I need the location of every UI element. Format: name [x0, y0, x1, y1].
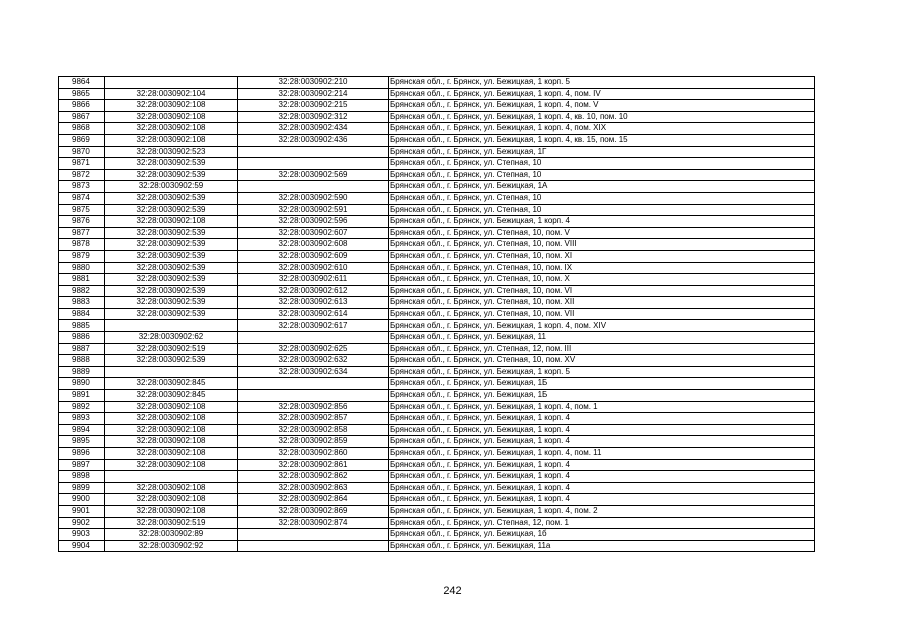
parcel-number-cell: 32:28:0030902:845 — [105, 390, 238, 402]
object-number-cell — [238, 332, 389, 344]
object-number-cell: 32:28:0030902:617 — [238, 320, 389, 332]
address-cell: Брянская обл., г. Брянск, ул. Бежицкая, 1 корп. 4, пом. 11 — [389, 448, 815, 460]
parcel-number-cell — [105, 77, 238, 89]
parcel-number-cell: 32:28:0030902:108 — [105, 216, 238, 228]
object-number-cell: 32:28:0030902:611 — [238, 274, 389, 286]
row-number-cell: 9903 — [59, 529, 105, 541]
parcel-number-cell — [105, 366, 238, 378]
parcel-number-cell: 32:28:0030902:62 — [105, 332, 238, 344]
object-number-cell: 32:28:0030902:625 — [238, 343, 389, 355]
object-number-cell: 32:28:0030902:862 — [238, 471, 389, 483]
row-number-cell: 9871 — [59, 158, 105, 170]
parcel-number-cell: 32:28:0030902:539 — [105, 250, 238, 262]
table-row — [59, 517, 815, 529]
row-number-cell: 9877 — [59, 227, 105, 239]
address-cell: Брянская обл., г. Брянск, ул. Степная, 10, пом. V — [389, 227, 815, 239]
row-number-cell: 9869 — [59, 134, 105, 146]
object-number-cell: 32:28:0030902:596 — [238, 216, 389, 228]
object-number-cell: 32:28:0030902:634 — [238, 366, 389, 378]
table-row — [59, 77, 815, 89]
table-row — [59, 216, 815, 228]
object-number-cell: 32:28:0030902:590 — [238, 192, 389, 204]
table-row — [59, 192, 815, 204]
row-number-cell: 9885 — [59, 320, 105, 332]
address-cell: Брянская обл., г. Брянск, ул. Бежицкая, 1 корп. 4, кв. 15, пом. 15 — [389, 134, 815, 146]
row-number-cell: 9895 — [59, 436, 105, 448]
parcel-number-cell: 32:28:0030902:539 — [105, 262, 238, 274]
object-number-cell: 32:28:0030902:859 — [238, 436, 389, 448]
object-number-cell: 32:28:0030902:569 — [238, 169, 389, 181]
table-row — [59, 471, 815, 483]
parcel-number-cell: 32:28:0030902:523 — [105, 146, 238, 158]
parcel-number-cell: 32:28:0030902:519 — [105, 517, 238, 529]
object-number-cell: 32:28:0030902:860 — [238, 448, 389, 460]
table-row — [59, 146, 815, 158]
address-cell: Брянская обл., г. Брянск, ул. Бежицкая, 1 корп. 4, пом. 2 — [389, 505, 815, 517]
table-row — [59, 285, 815, 297]
table-row — [59, 413, 815, 425]
parcel-number-cell: 32:28:0030902:539 — [105, 297, 238, 309]
object-number-cell: 32:28:0030902:210 — [238, 77, 389, 89]
table-row — [59, 390, 815, 402]
object-number-cell: 32:28:0030902:609 — [238, 250, 389, 262]
object-number-cell: 32:28:0030902:610 — [238, 262, 389, 274]
row-number-cell: 9874 — [59, 192, 105, 204]
address-cell: Брянская обл., г. Брянск, ул. Степная, 10, пом. XV — [389, 355, 815, 367]
object-number-cell: 32:28:0030902:215 — [238, 100, 389, 112]
table-row — [59, 494, 815, 506]
object-number-cell: 32:28:0030902:856 — [238, 401, 389, 413]
object-number-cell: 32:28:0030902:591 — [238, 204, 389, 216]
parcel-number-cell: 32:28:0030902:539 — [105, 158, 238, 170]
parcel-number-cell: 32:28:0030902:59 — [105, 181, 238, 193]
table-row — [59, 332, 815, 344]
parcel-number-cell: 32:28:0030902:539 — [105, 227, 238, 239]
object-number-cell: 32:28:0030902:614 — [238, 308, 389, 320]
table-row — [59, 459, 815, 471]
table-row — [59, 250, 815, 262]
row-number-cell: 9889 — [59, 366, 105, 378]
address-cell: Брянская обл., г. Брянск, ул. Степная, 10 — [389, 158, 815, 170]
table-row — [59, 505, 815, 517]
row-number-cell: 9900 — [59, 494, 105, 506]
parcel-number-cell: 32:28:0030902:108 — [105, 448, 238, 460]
row-number-cell: 9890 — [59, 378, 105, 390]
address-cell: Брянская обл., г. Брянск, ул. Степная, 10, пом. IX — [389, 262, 815, 274]
address-cell: Брянская обл., г. Брянск, ул. Бежицкая, 1 корп. 4 — [389, 471, 815, 483]
table-row — [59, 482, 815, 494]
object-number-cell: 32:28:0030902:214 — [238, 88, 389, 100]
row-number-cell: 9899 — [59, 482, 105, 494]
table-row — [59, 448, 815, 460]
row-number-cell: 9880 — [59, 262, 105, 274]
parcel-number-cell: 32:28:0030902:89 — [105, 529, 238, 541]
address-cell: Брянская обл., г. Брянск, ул. Степная, 10 — [389, 169, 815, 181]
object-number-cell: 32:28:0030902:863 — [238, 482, 389, 494]
parcel-number-cell: 32:28:0030902:539 — [105, 308, 238, 320]
parcel-number-cell: 32:28:0030902:539 — [105, 239, 238, 251]
object-number-cell: 32:28:0030902:436 — [238, 134, 389, 146]
table-row — [59, 123, 815, 135]
row-number-cell: 9893 — [59, 413, 105, 425]
address-cell: Брянская обл., г. Брянск, ул. Бежицкая, 1 корп. 4 — [389, 413, 815, 425]
row-number-cell: 9866 — [59, 100, 105, 112]
table-row — [59, 320, 815, 332]
row-number-cell: 9881 — [59, 274, 105, 286]
table-row — [59, 343, 815, 355]
address-cell: Брянская обл., г. Брянск, ул. Бежицкая, 1 корп. 5 — [389, 366, 815, 378]
object-number-cell — [238, 146, 389, 158]
table-row — [59, 239, 815, 251]
row-number-cell: 9878 — [59, 239, 105, 251]
row-number-cell: 9894 — [59, 424, 105, 436]
address-cell: Брянская обл., г. Брянск, ул. Бежицкая, 1 корп. 4 — [389, 494, 815, 506]
table-row — [59, 424, 815, 436]
parcel-number-cell: 32:28:0030902:539 — [105, 192, 238, 204]
row-number-cell: 9883 — [59, 297, 105, 309]
address-cell: Брянская обл., г. Брянск, ул. Бежицкая, 1 корп. 4, кв. 10, пом. 10 — [389, 111, 815, 123]
address-cell: Брянская обл., г. Брянск, ул. Бежицкая, 1 корп. 5 — [389, 77, 815, 89]
row-number-cell: 9864 — [59, 77, 105, 89]
parcel-number-cell — [105, 320, 238, 332]
table-body — [59, 77, 815, 552]
parcel-number-cell — [105, 471, 238, 483]
parcel-number-cell: 32:28:0030902:539 — [105, 204, 238, 216]
row-number-cell: 9872 — [59, 169, 105, 181]
table-row — [59, 134, 815, 146]
object-number-cell: 32:28:0030902:874 — [238, 517, 389, 529]
row-number-cell: 9870 — [59, 146, 105, 158]
address-cell: Брянская обл., г. Брянск, ул. Степная, 10, пом. XII — [389, 297, 815, 309]
table-row — [59, 262, 815, 274]
row-number-cell: 9868 — [59, 123, 105, 135]
address-cell: Брянская обл., г. Брянск, ул. Бежицкая, 1А — [389, 181, 815, 193]
row-number-cell: 9886 — [59, 332, 105, 344]
row-number-cell: 9901 — [59, 505, 105, 517]
row-number-cell: 9879 — [59, 250, 105, 262]
table-row — [59, 100, 815, 112]
object-number-cell: 32:28:0030902:632 — [238, 355, 389, 367]
object-number-cell: 32:28:0030902:607 — [238, 227, 389, 239]
table-row — [59, 88, 815, 100]
row-number-cell: 9904 — [59, 540, 105, 552]
address-cell: Брянская обл., г. Брянск, ул. Степная, 10, пом. XI — [389, 250, 815, 262]
parcel-number-cell: 32:28:0030902:108 — [105, 134, 238, 146]
address-cell: Брянская обл., г. Брянск, ул. Бежицкая, 1 корп. 4 — [389, 216, 815, 228]
object-number-cell: 32:28:0030902:869 — [238, 505, 389, 517]
parcel-number-cell: 32:28:0030902:845 — [105, 378, 238, 390]
table-row — [59, 540, 815, 552]
address-cell: Брянская обл., г. Брянск, ул. Бежицкая, 1 корп. 4, пом. 1 — [389, 401, 815, 413]
address-cell: Брянская обл., г. Брянск, ул. Бежицкая, 1 корп. 4, пом. IV — [389, 88, 815, 100]
address-cell: Брянская обл., г. Брянск, ул. Бежицкая, 1 корп. 4 — [389, 436, 815, 448]
table-row — [59, 401, 815, 413]
address-cell: Брянская обл., г. Брянск, ул. Бежицкая, 1 корп. 4, пом. V — [389, 100, 815, 112]
address-cell: Брянская обл., г. Брянск, ул. Бежицкая, 1Б — [389, 390, 815, 402]
table-row — [59, 274, 815, 286]
row-number-cell: 9888 — [59, 355, 105, 367]
address-cell: Брянская обл., г. Брянск, ул. Степная, 10, пом. X — [389, 274, 815, 286]
object-number-cell: 32:28:0030902:608 — [238, 239, 389, 251]
row-number-cell: 9902 — [59, 517, 105, 529]
object-number-cell: 32:28:0030902:858 — [238, 424, 389, 436]
address-cell: Брянская обл., г. Брянск, ул. Степная, 10, пом. VI — [389, 285, 815, 297]
parcel-number-cell: 32:28:0030902:108 — [105, 459, 238, 471]
object-number-cell: 32:28:0030902:612 — [238, 285, 389, 297]
table-row — [59, 378, 815, 390]
parcel-number-cell: 32:28:0030902:108 — [105, 123, 238, 135]
row-number-cell: 9867 — [59, 111, 105, 123]
parcel-number-cell: 32:28:0030902:539 — [105, 355, 238, 367]
address-cell: Брянская обл., г. Брянск, ул. Бежицкая, 1 корп. 4 — [389, 482, 815, 494]
address-cell: Брянская обл., г. Брянск, ул. Бежицкая, 1 корп. 4 — [389, 459, 815, 471]
object-number-cell — [238, 158, 389, 170]
row-number-cell: 9892 — [59, 401, 105, 413]
table-row — [59, 355, 815, 367]
table-row — [59, 436, 815, 448]
address-cell: Брянская обл., г. Брянск, ул. Бежицкая, 1б — [389, 529, 815, 541]
address-cell: Брянская обл., г. Брянск, ул. Степная, 10, пом. VIII — [389, 239, 815, 251]
table-row — [59, 111, 815, 123]
address-cell: Брянская обл., г. Брянск, ул. Бежицкая, 1 корп. 4, пом. XIV — [389, 320, 815, 332]
parcel-number-cell: 32:28:0030902:539 — [105, 285, 238, 297]
parcel-number-cell: 32:28:0030902:104 — [105, 88, 238, 100]
address-cell: Брянская обл., г. Брянск, ул. Бежицкая, 11 — [389, 332, 815, 344]
object-number-cell — [238, 540, 389, 552]
row-number-cell: 9882 — [59, 285, 105, 297]
object-number-cell: 32:28:0030902:434 — [238, 123, 389, 135]
parcel-number-cell: 32:28:0030902:539 — [105, 274, 238, 286]
parcel-number-cell: 32:28:0030902:108 — [105, 482, 238, 494]
parcel-number-cell: 32:28:0030902:92 — [105, 540, 238, 552]
object-number-cell: 32:28:0030902:864 — [238, 494, 389, 506]
table-row — [59, 158, 815, 170]
parcel-number-cell: 32:28:0030902:108 — [105, 505, 238, 517]
address-cell: Брянская обл., г. Брянск, ул. Бежицкая, 11а — [389, 540, 815, 552]
address-cell: Брянская обл., г. Брянск, ул. Степная, 12, пом. 1 — [389, 517, 815, 529]
parcel-number-cell: 32:28:0030902:108 — [105, 111, 238, 123]
address-cell: Брянская обл., г. Брянск, ул. Бежицкая, 1 корп. 4 — [389, 424, 815, 436]
row-number-cell: 9865 — [59, 88, 105, 100]
object-number-cell — [238, 529, 389, 541]
table-row — [59, 366, 815, 378]
parcel-number-cell: 32:28:0030902:108 — [105, 100, 238, 112]
parcel-number-cell: 32:28:0030902:539 — [105, 169, 238, 181]
address-cell: Брянская обл., г. Брянск, ул. Степная, 10 — [389, 192, 815, 204]
page-number: 242 — [443, 585, 462, 597]
row-number-cell: 9884 — [59, 308, 105, 320]
object-number-cell: 32:28:0030902:861 — [238, 459, 389, 471]
table-row — [59, 227, 815, 239]
cadastral-table — [58, 76, 815, 552]
parcel-number-cell: 32:28:0030902:108 — [105, 413, 238, 425]
address-cell: Брянская обл., г. Брянск, ул. Бежицкая, 1Г — [389, 146, 815, 158]
address-cell: Брянская обл., г. Брянск, ул. Бежицкая, 1 корп. 4, пом. XIX — [389, 123, 815, 135]
address-cell: Брянская обл., г. Брянск, ул. Степная, 12, пом. III — [389, 343, 815, 355]
object-number-cell: 32:28:0030902:312 — [238, 111, 389, 123]
parcel-number-cell: 32:28:0030902:108 — [105, 401, 238, 413]
row-number-cell: 9896 — [59, 448, 105, 460]
object-number-cell — [238, 378, 389, 390]
parcel-number-cell: 32:28:0030902:108 — [105, 436, 238, 448]
table-row — [59, 297, 815, 309]
address-cell: Брянская обл., г. Брянск, ул. Степная, 10 — [389, 204, 815, 216]
row-number-cell: 9873 — [59, 181, 105, 193]
table-row — [59, 169, 815, 181]
object-number-cell — [238, 181, 389, 193]
parcel-number-cell: 32:28:0030902:519 — [105, 343, 238, 355]
parcel-number-cell: 32:28:0030902:108 — [105, 494, 238, 506]
row-number-cell: 9875 — [59, 204, 105, 216]
object-number-cell: 32:28:0030902:613 — [238, 297, 389, 309]
object-number-cell — [238, 390, 389, 402]
table-row — [59, 529, 815, 541]
row-number-cell: 9876 — [59, 216, 105, 228]
parcel-number-cell: 32:28:0030902:108 — [105, 424, 238, 436]
table-row — [59, 308, 815, 320]
object-number-cell: 32:28:0030902:857 — [238, 413, 389, 425]
row-number-cell: 9897 — [59, 459, 105, 471]
table-row — [59, 204, 815, 216]
address-cell: Брянская обл., г. Брянск, ул. Бежицкая, 1Б — [389, 378, 815, 390]
address-cell: Брянская обл., г. Брянск, ул. Степная, 10, пом. VII — [389, 308, 815, 320]
row-number-cell: 9898 — [59, 471, 105, 483]
row-number-cell: 9887 — [59, 343, 105, 355]
table-row — [59, 181, 815, 193]
row-number-cell: 9891 — [59, 390, 105, 402]
